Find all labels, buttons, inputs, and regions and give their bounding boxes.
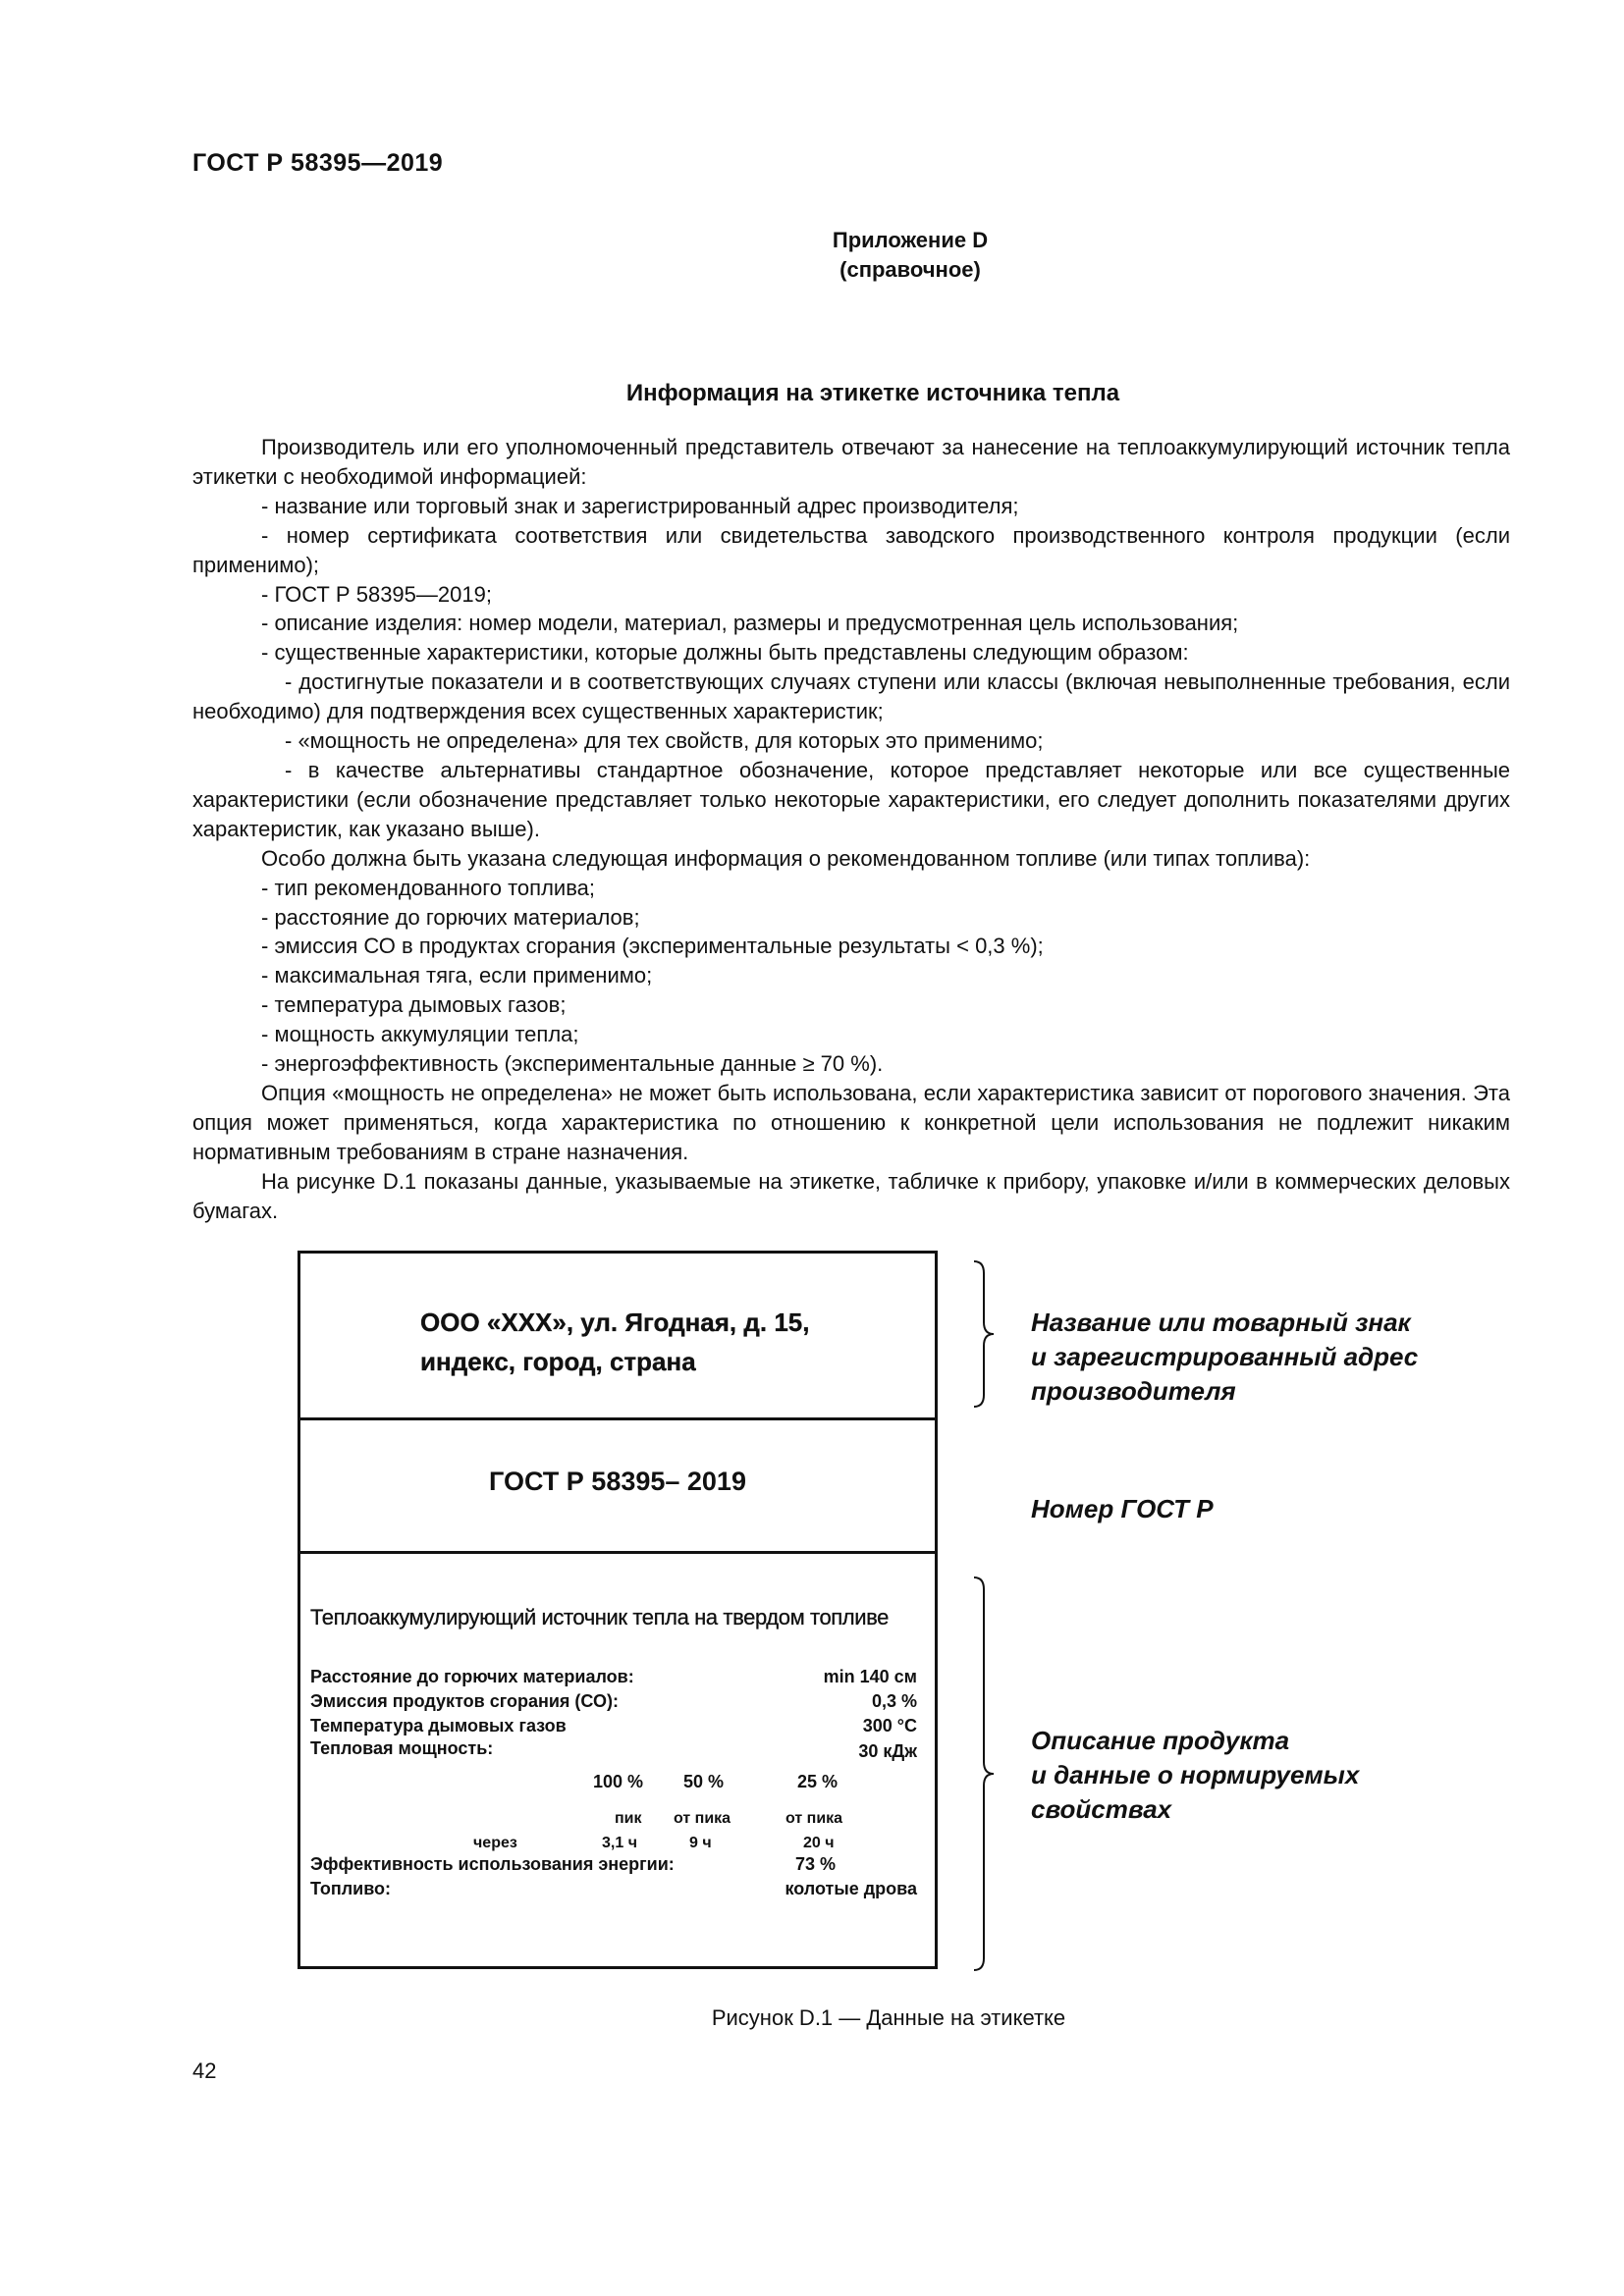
annotation-manufacturer bbox=[1031, 1306, 1418, 1409]
figure-caption: Рисунок D.1 — Данные на этикетке bbox=[711, 2005, 1066, 2030]
body-text bbox=[192, 433, 1510, 1225]
address-line-2: индекс, город, страна bbox=[420, 1347, 696, 1376]
paragraph: На рисунке D.1 показаны данные, указываемые на этикетке, табличке к прибору, упаковке и/или в коммерческих деловых бумагах. bbox=[192, 1168, 1510, 1223]
annotation-gost: Номер ГОСТ Р bbox=[1031, 1494, 1214, 1523]
annotation-product bbox=[1031, 1724, 1359, 1827]
paragraph: - в качестве альтернативы стандартное обозначение, которое представляет некоторые или все существенные характеристики (если обозначение представляет только некоторые характеристики, его следует дополнить показателями других характеристик, как указано выше). bbox=[192, 757, 1510, 841]
paragraph: Особо должна быть указана следующая информация о рекомендованном топливе (или типах топлива): bbox=[261, 845, 1311, 871]
percent-100: 100 % bbox=[593, 1772, 644, 1791]
temperature-label: Температура дымовых газов bbox=[310, 1716, 567, 1735]
label-figure bbox=[298, 1251, 938, 1969]
appendix-subtitle: (справочное) bbox=[839, 257, 981, 282]
emission-value: 0,3 % bbox=[871, 1691, 917, 1711]
efficiency-label: Эффективность использования энергии: bbox=[310, 1854, 675, 1874]
label-product-section bbox=[300, 1554, 935, 1966]
paragraph: - температура дымовых газов; bbox=[261, 992, 567, 1018]
paragraph: - эмиссия СО в продуктах сгорания (экспериментальные результаты < 0,3 %); bbox=[261, 934, 1044, 959]
address-line-1: ООО «XXX», ул. Ягодная, д. 15, bbox=[420, 1308, 810, 1337]
paragraph: - название или торговый знак и зарегистрированный адрес производителя; bbox=[261, 493, 1019, 518]
annotation-product-line3: свойствах bbox=[1031, 1794, 1172, 1824]
annotation-manufacturer-line3: производителя bbox=[1031, 1376, 1236, 1406]
appendix-title: Приложение D bbox=[832, 228, 989, 252]
time-100: 3,1 ч bbox=[602, 1835, 637, 1851]
paragraph: - максимальная тяга, если применимо; bbox=[261, 963, 653, 988]
efficiency-value: 73 % bbox=[795, 1854, 837, 1874]
paragraph: - «мощность не определена» для тех свойств, для которых это применимо; bbox=[285, 728, 1044, 754]
annotation-manufacturer-line2: и зарегистрированный адрес bbox=[1031, 1342, 1419, 1371]
brace-icon-manufacturer bbox=[972, 1259, 996, 1409]
section-title: Информация на этикетке источника тепла bbox=[625, 380, 1120, 406]
time-50: 9 ч bbox=[689, 1835, 712, 1851]
percent-25: 25 % bbox=[797, 1772, 839, 1791]
label-gost-section bbox=[300, 1417, 935, 1554]
paragraph: - расстояние до горючих материалов; bbox=[261, 904, 640, 930]
temperature-value: 300 °С bbox=[862, 1716, 917, 1735]
product-title: Теплоаккумулирующий источник тепла на твердом топливе bbox=[310, 1605, 889, 1629]
gost-number: ГОСТ Р 58395– 2019 bbox=[489, 1467, 746, 1496]
percent-50: 50 % bbox=[683, 1772, 725, 1791]
annotation-product-line1: Описание продукта bbox=[1031, 1726, 1290, 1755]
fuel-value: колотые дрова bbox=[785, 1879, 917, 1898]
paragraph: - существенные характеристики, которые должны быть представлены следующим образом: bbox=[261, 640, 1189, 666]
paragraph: Опция «мощность не определена» не может быть использована, если характеристика зависит от порогового значения. Эта опция может применяться, когда характеристика по отношению к конкретной цели использования не подлежит никаким нормативным требованиям в стране назначения. bbox=[192, 1080, 1510, 1164]
paragraph: - мощность аккумуляции тепла; bbox=[261, 1022, 579, 1047]
label-manufacturer-section bbox=[300, 1254, 935, 1420]
annotation-product-line2: и данные о нормируемых bbox=[1031, 1760, 1360, 1789]
distance-label: Расстояние до горючих материалов: bbox=[310, 1667, 634, 1686]
document-code: ГОСТ Р 58395—2019 bbox=[192, 149, 444, 177]
paragraph: - тип рекомендованного топлива; bbox=[261, 875, 595, 900]
brace-icon-product bbox=[972, 1575, 996, 1972]
paragraph: - номер сертификата соответствия или свидетельства заводского производственного контроля продукции (если применимо); bbox=[192, 522, 1510, 577]
paragraph: - энергоэффективность (экспериментальные данные ≥ 70 %). bbox=[261, 1051, 884, 1077]
annotation-manufacturer-line1: Название или товарный знак bbox=[1031, 1308, 1411, 1337]
power-label: Тепловая мощность: bbox=[310, 1738, 494, 1758]
paragraph: - ГОСТ Р 58395—2019; bbox=[261, 581, 492, 607]
distance-value: min 140 см bbox=[823, 1667, 917, 1686]
page-number: 42 bbox=[192, 2058, 217, 2083]
from-peak-50: от пика bbox=[674, 1810, 731, 1827]
manufacturer-address bbox=[420, 1303, 809, 1381]
after-label: через bbox=[473, 1835, 517, 1851]
emission-label: Эмиссия продуктов сгорания (СО): bbox=[310, 1691, 619, 1711]
paragraph: Производитель или его уполномоченный представитель отвечают за нанесение на теплоаккумулирующий источник тепла этикетки с необходимой информацией: bbox=[192, 435, 1510, 489]
power-value: 30 кДж bbox=[858, 1741, 917, 1761]
paragraph: - описание изделия: номер модели, материал, размеры и предусмотренная цель использования; bbox=[261, 611, 1239, 636]
from-peak-25: от пика bbox=[785, 1810, 843, 1827]
paragraph: - достигнутые показатели и в соответствующих случаях ступени или классы (включая невыполненные требования, если необходимо) для подтверждения всех существенных характеристик; bbox=[192, 669, 1510, 724]
fuel-label: Топливо: bbox=[310, 1879, 392, 1898]
peak-label: пик bbox=[615, 1810, 642, 1827]
time-25: 20 ч bbox=[803, 1835, 835, 1851]
